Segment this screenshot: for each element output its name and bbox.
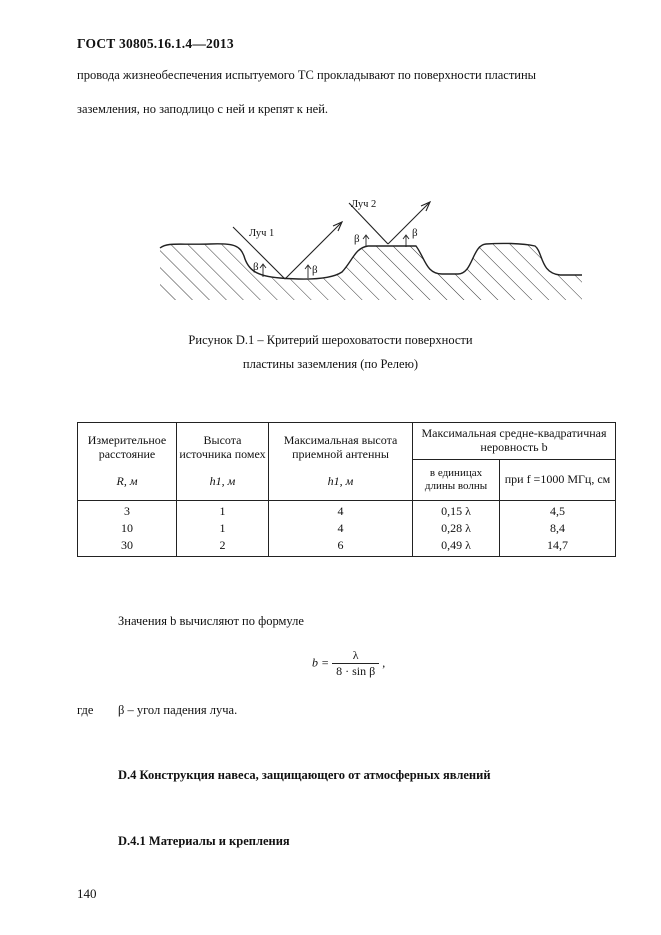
cell-distance: 30 <box>78 537 177 557</box>
roughness-formula <box>312 648 385 679</box>
cell-roughness-cm: 8,4 <box>500 520 616 537</box>
header-antenna-height: Максимальная высота приемной антенны h1, м <box>269 423 413 501</box>
header-distance: Измерительное расстояние R, м <box>78 423 177 501</box>
table-row <box>78 537 616 557</box>
header-source-height: Высота источника помех h1, м <box>177 423 269 501</box>
cell-roughness-lambda: 0,15 λ <box>413 501 500 521</box>
header-wavelength-units: в единицах длины волны <box>413 460 500 501</box>
cell-roughness-lambda: 0,49 λ <box>413 537 500 557</box>
figure-caption-line-1: Рисунок D.1 – Критерий шероховатости поверхности <box>188 333 473 347</box>
header-at-frequency: при f =1000 МГц, см <box>500 460 616 501</box>
intro-line-1: провода жизнеобеспечения испытуемого ТС прокладывают по поверхности пластины <box>77 68 537 82</box>
cell-source-height: 1 <box>177 501 269 521</box>
beta-label-1: β <box>253 261 259 273</box>
header-roughness: Максимальная средне-квадратичная неровность b <box>413 423 616 460</box>
ray-1-label: Луч 1 <box>249 228 275 239</box>
cell-source-height: 2 <box>177 537 269 557</box>
cell-distance: 10 <box>78 520 177 537</box>
formula-fraction <box>332 648 379 679</box>
formula-numerator: λ <box>352 648 359 662</box>
header-antenna-unit: h1, м <box>327 474 354 489</box>
page-number: 140 <box>77 886 97 901</box>
formula-trailing: , <box>382 655 386 670</box>
cell-roughness-cm: 14,7 <box>500 537 616 557</box>
cell-antenna-height: 6 <box>269 537 413 557</box>
beta-label-4: β <box>412 227 418 239</box>
cell-distance: 3 <box>78 501 177 521</box>
ray-2-reflected <box>388 202 430 244</box>
cell-antenna-height: 4 <box>269 501 413 521</box>
section-d4-heading: D.4 Конструкция навеса, защищающего от атмосферных явлений <box>118 768 491 782</box>
header-source-unit: h1, м <box>209 474 236 489</box>
roughness-table <box>77 422 616 557</box>
section-d41-heading: D.4.1 Материалы и крепления <box>118 834 290 848</box>
formula-lhs: b = <box>312 655 330 670</box>
table-row <box>78 520 616 537</box>
document-header: ГОСТ 30805.16.1.4—2013 <box>77 36 234 51</box>
formula-intro: Значения b вычисляют по формуле <box>118 614 304 628</box>
beta-label-3: β <box>354 233 360 245</box>
ray-2-label: Луч 2 <box>351 199 377 210</box>
where-text: β – угол падения луча. <box>118 703 238 717</box>
figure-caption-line-2: пластины заземления (по Релею) <box>242 357 419 371</box>
roughness-figure <box>150 190 590 300</box>
table-row <box>78 501 616 521</box>
formula-denominator: 8 · sin β <box>332 663 379 679</box>
cell-antenna-height: 4 <box>269 520 413 537</box>
cell-roughness-lambda: 0,28 λ <box>413 520 500 537</box>
header-distance-unit: R, м <box>116 474 138 489</box>
beta-label-2: β <box>312 264 318 276</box>
where-label: где <box>77 703 94 717</box>
cell-roughness-cm: 4,5 <box>500 501 616 521</box>
intro-line-2: заземления, но заподлицо с ней и крепят к ней. <box>77 102 329 116</box>
cell-source-height: 1 <box>177 520 269 537</box>
